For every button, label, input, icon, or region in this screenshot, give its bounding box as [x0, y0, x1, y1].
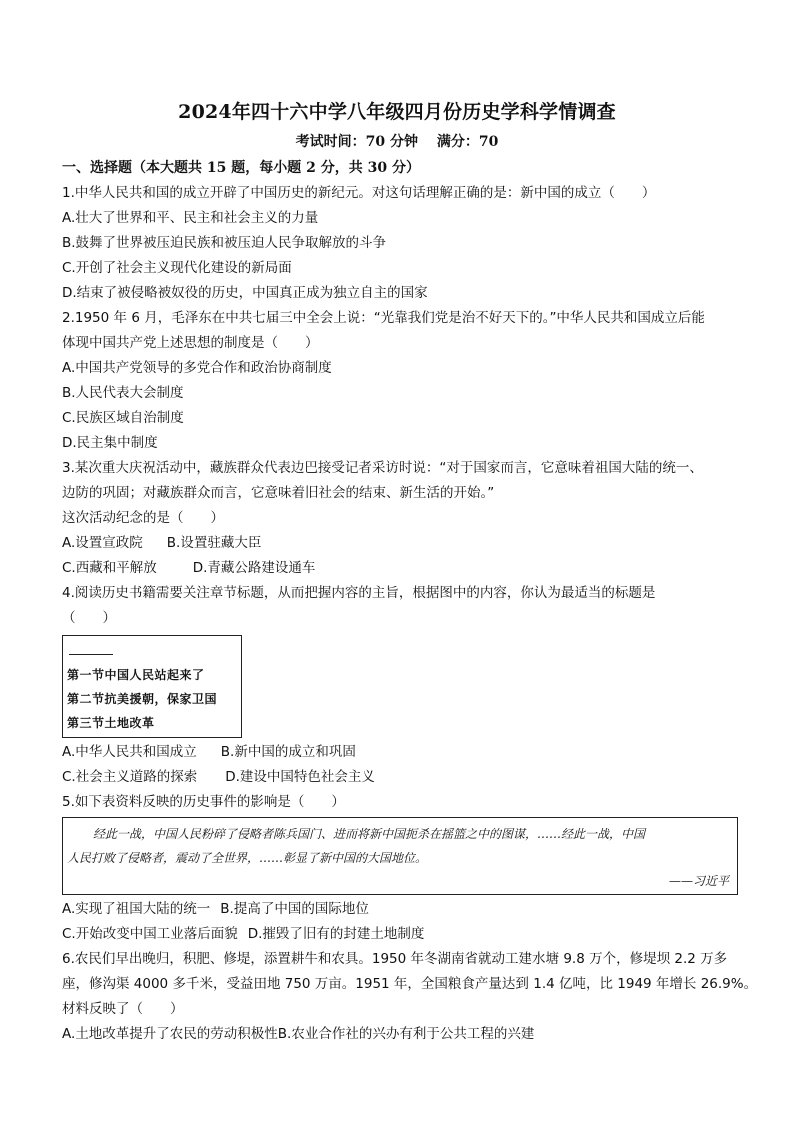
question-stem: 1.中华人民共和国的成立开辟了中国历史的新纪元。对这句话理解正确的是：新中国的成立（ ） [62, 185, 656, 201]
option-c: C.社会主义道路的探索 [62, 769, 198, 785]
option-d: D.建设中国特色社会主义 [225, 769, 375, 785]
option-d: D.民主集中制度 [62, 435, 158, 451]
chapter-title: 第二节抗美援朝，保家卫国 [67, 692, 218, 706]
option-row-cd [62, 922, 736, 947]
chapter-title: 第一节中国人民站起来了 [67, 668, 205, 682]
question-stem-cont: （ ） [62, 610, 116, 626]
option-c: C.开始改变中国工业落后面貌 [62, 926, 238, 942]
option-c: C.开创了社会主义现代化建设的新局面 [62, 260, 292, 276]
quote-author: ——习近平 [668, 874, 729, 888]
question-1 [62, 181, 736, 306]
option-row-cd [62, 765, 736, 790]
quote-box [62, 817, 738, 895]
option-row-ab [62, 897, 736, 922]
question-5 [62, 790, 736, 947]
chapter-title: 第三节土地改革 [67, 716, 155, 730]
question-stem: 2.1950 年 6 月，毛泽东在中共七届三中全会上说：“光靠我们党是治不好天下的。”中华人民共和国成立后能 [62, 310, 705, 326]
option-row-cd [62, 556, 736, 581]
question-stem-cont: 座，修沟渠 4000 多千米，受益田地 750 万亩。1951 年，全国粮食产量达到 1.4 亿吨，比 1949 年增长 26.9%。 [62, 976, 758, 992]
page-title: 2024年四十六中学八年级四月份历史学科学情调查 [178, 101, 616, 123]
question-4 [62, 581, 736, 790]
option-row-ab [62, 740, 736, 765]
exam-info: 考试时间：70 分钟 满分：70 [295, 134, 499, 150]
option-b: B.提高了中国的国际地位 [220, 901, 369, 917]
quote-text: 经此一战，中国人民粉碎了侵略者陈兵国门、进而将新中国扼杀在摇篮之中的图谋，……经此一战，中国 [93, 827, 646, 841]
question-stem-cont: 边防的巩固；对藏族群众而言，它意味着旧社会的结束、新生活的开始。” [62, 485, 495, 501]
option-a: A.壮大了世界和平、民主和社会主义的力量 [62, 210, 319, 226]
question-stem-cont: 体现中国共产党上述思想的制度是（ ） [62, 335, 319, 351]
option-b: B.新中国的成立和巩固 [220, 744, 356, 760]
option-a: A.设置宣政院 [62, 535, 143, 551]
question-stem-cont: 这次活动纪念的是（ ） [62, 510, 224, 526]
option-d: D.结束了被侵略被奴役的历史，中国真正成为独立自主的国家 [62, 285, 428, 301]
option-d: D.摧毁了旧有的封建土地制度 [247, 926, 425, 942]
option-b: B.人民代表大会制度 [62, 385, 184, 401]
chapter-titles-box [62, 635, 242, 738]
question-2 [62, 306, 736, 456]
option-row-ab: A.土地改革提升了农民的劳动积极性B.农业合作社的兴办有利于公共工程的兴建 [62, 1026, 535, 1042]
quote-text-cont: 人民打败了侵略者，震动了全世界，……彰显了新中国的大国地位。 [67, 851, 428, 865]
option-b: B.鼓舞了世界被压迫民族和被压迫人民争取解放的斗争 [62, 235, 387, 251]
question-stem: 4.阅读历史书籍需要关注章节标题，从而把握内容的主旨，根据图中的内容，你认为最适当的标题是 [62, 585, 656, 601]
option-c: C.民族区域自治制度 [62, 410, 184, 426]
option-a: A.中国共产党领导的多党合作和政治协商制度 [62, 360, 332, 376]
option-b: B.设置驻藏大臣 [166, 535, 262, 551]
question-stem: 6.农民们早出晚归，积肥、修堤，添置耕牛和农具。1950 年冬湖南省就动工建水塘 9.8 万个，修堤坝 2.2 万多 [62, 951, 728, 967]
divider [69, 654, 113, 655]
section-heading: 一、选择题（本大题共 15 题，每小题 2 分，共 30 分） [62, 160, 420, 176]
question-3 [62, 456, 736, 581]
question-stem: 5.如下表资料反映的历史事件的影响是（ ） [62, 794, 345, 810]
option-c: C.西藏和平解放 [62, 560, 157, 576]
option-d: D.青藏公路建设通车 [192, 560, 316, 576]
question-stem: 3.某次重大庆祝活动中，藏族群众代表边巴接受记者采访时说：“对于国家而言，它意味着祖国大陆的统一、 [62, 460, 703, 476]
option-a: A.中华人民共和国成立 [62, 744, 197, 760]
exam-content [62, 156, 758, 1047]
question-6 [62, 947, 758, 1047]
option-a: A.实现了祖国大陆的统一 [62, 901, 211, 917]
option-row-ab [62, 531, 736, 556]
question-stem-cont: 材料反映了（ ） [62, 1001, 184, 1017]
